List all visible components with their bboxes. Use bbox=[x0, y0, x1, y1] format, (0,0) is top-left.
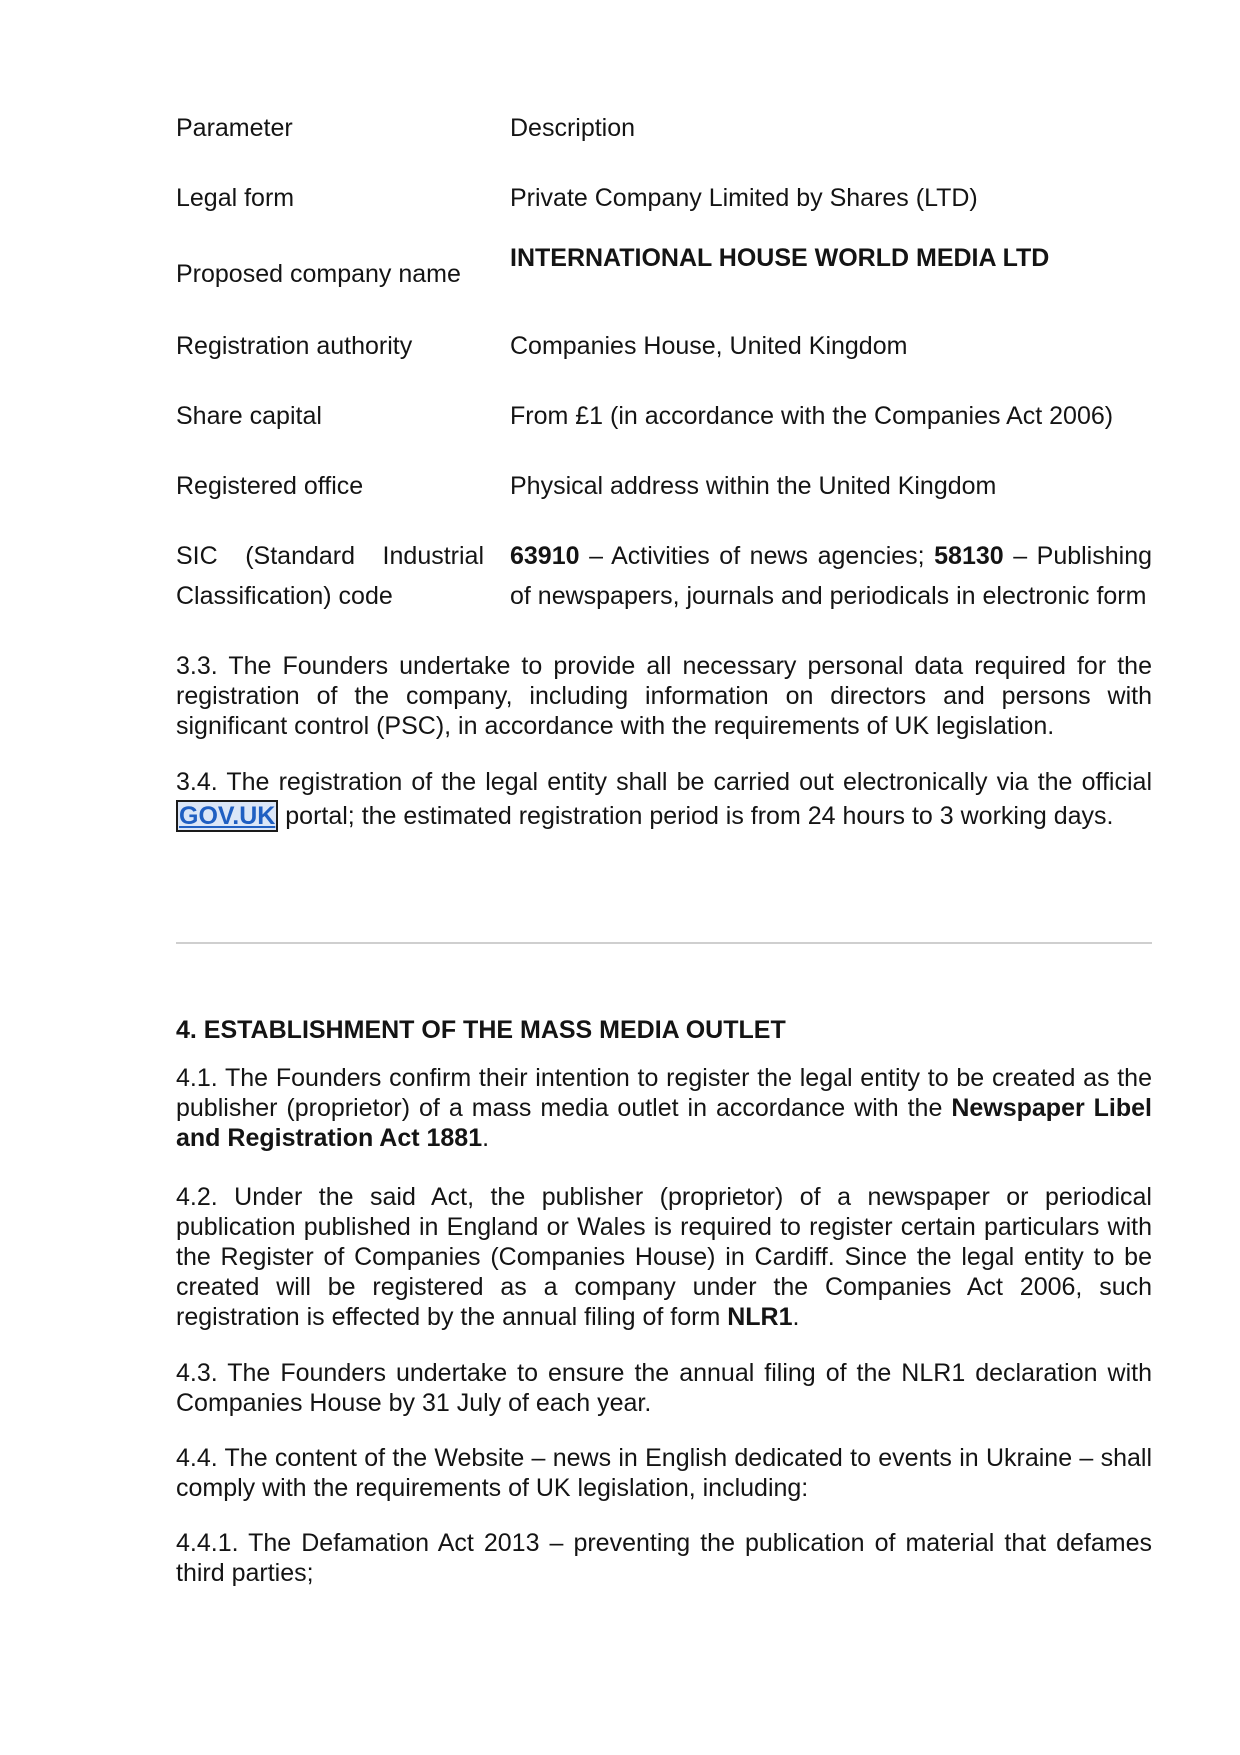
table-row-registration-authority bbox=[176, 326, 1152, 396]
paragraph-3-3: 3.3. The Founders undertake to provide all necessary personal data required for the registration of the company, including information on directors and persons with significant control (PSC), in accordance with the requirements of UK legislation. bbox=[176, 652, 1152, 740]
header-parameter: Parameter bbox=[176, 114, 293, 142]
paragraph-4-1-before: 4.1. The Founders confirm their intention to register the legal entity to be created as the publisher (proprietor) of a mass media outlet in accordance with the bbox=[176, 1064, 1152, 1122]
paragraph-4-4-1: 4.4.1. The Defamation Act 2013 – preventing the publication of material that defames third parties; bbox=[176, 1529, 1152, 1587]
paragraph-3-4 bbox=[176, 765, 1152, 833]
paragraph-4-2-after: . bbox=[792, 1303, 800, 1331]
paragraph-4-1 bbox=[176, 1063, 1152, 1153]
row-parameter: SIC (Standard Industrial Classification) code bbox=[176, 542, 484, 610]
row-description: INTERNATIONAL HOUSE WORLD MEDIA LTD bbox=[510, 244, 1050, 272]
act-name: Newspaper Libel and Registration Act 1881 bbox=[176, 1094, 1152, 1152]
paragraph-4-4: 4.4. The content of the Website – news in English dedicated to events in Ukraine – shall comply with the requirements of UK legislation, including: bbox=[176, 1444, 1152, 1502]
row-parameter: Share capital bbox=[176, 402, 322, 430]
table-row-company-name bbox=[176, 240, 1152, 326]
row-description bbox=[510, 536, 1152, 616]
row-parameter: Proposed company name bbox=[176, 260, 461, 288]
gov-uk-link[interactable]: GOV.UK bbox=[176, 800, 278, 832]
paragraph-4-2-before: 4.2. Under the said Act, the publisher (proprietor) of a newspaper or periodical publication published in England or Wales is required to register certain particulars with the Register of Companies (Companies House) in Cardiff. Since the legal entity to be created will be registered as a company under the Companies Act 2006, such registration is effected by the annual filing of form bbox=[176, 1183, 1152, 1331]
paragraph-3-4-before: 3.4. The registration of the legal entity shall be carried out electronically via the official bbox=[176, 768, 1152, 796]
row-description: From £1 (in accordance with the Companies Act 2006) bbox=[510, 402, 1114, 430]
section-4-heading: 4. ESTABLISHMENT OF THE MASS MEDIA OUTLET bbox=[176, 1016, 786, 1044]
row-description: Private Company Limited by Shares (LTD) bbox=[510, 184, 978, 212]
row-description: Physical address within the United Kingdom bbox=[510, 472, 997, 500]
row-parameter: Registered office bbox=[176, 472, 364, 500]
sic-code-58130: 58130 bbox=[934, 542, 1004, 570]
section-divider bbox=[176, 942, 1152, 944]
form-nlr1: NLR1 bbox=[727, 1303, 793, 1331]
paragraph-4-2 bbox=[176, 1182, 1152, 1332]
header-description: Description bbox=[510, 114, 636, 142]
paragraph-4-3: 4.3. The Founders undertake to ensure the annual filing of the NLR1 declaration with Companies House by 31 July of each year. bbox=[176, 1359, 1152, 1417]
row-parameter: Registration authority bbox=[176, 332, 413, 360]
row-description: Companies House, United Kingdom bbox=[510, 332, 908, 360]
sic-code-63910-text: – Activities of news agencies; bbox=[579, 542, 935, 570]
table-row-sic-code bbox=[176, 536, 1152, 626]
table-row-legal-form bbox=[176, 178, 1152, 240]
table-header-row bbox=[176, 108, 1152, 178]
paragraph-3-4-after: portal; the estimated registration period is from 24 hours to 3 working days. bbox=[278, 802, 1114, 830]
parameters-table bbox=[176, 108, 1152, 626]
sic-code-63910: 63910 bbox=[510, 542, 580, 570]
row-parameter: Legal form bbox=[176, 184, 295, 212]
table-row-share-capital bbox=[176, 396, 1152, 466]
sic-code-58130-text: – Publishing of newspapers, journals and periodicals in electronic form bbox=[510, 542, 1153, 610]
paragraph-4-1-after: . bbox=[482, 1124, 490, 1152]
table-row-registered-office bbox=[176, 466, 1152, 536]
